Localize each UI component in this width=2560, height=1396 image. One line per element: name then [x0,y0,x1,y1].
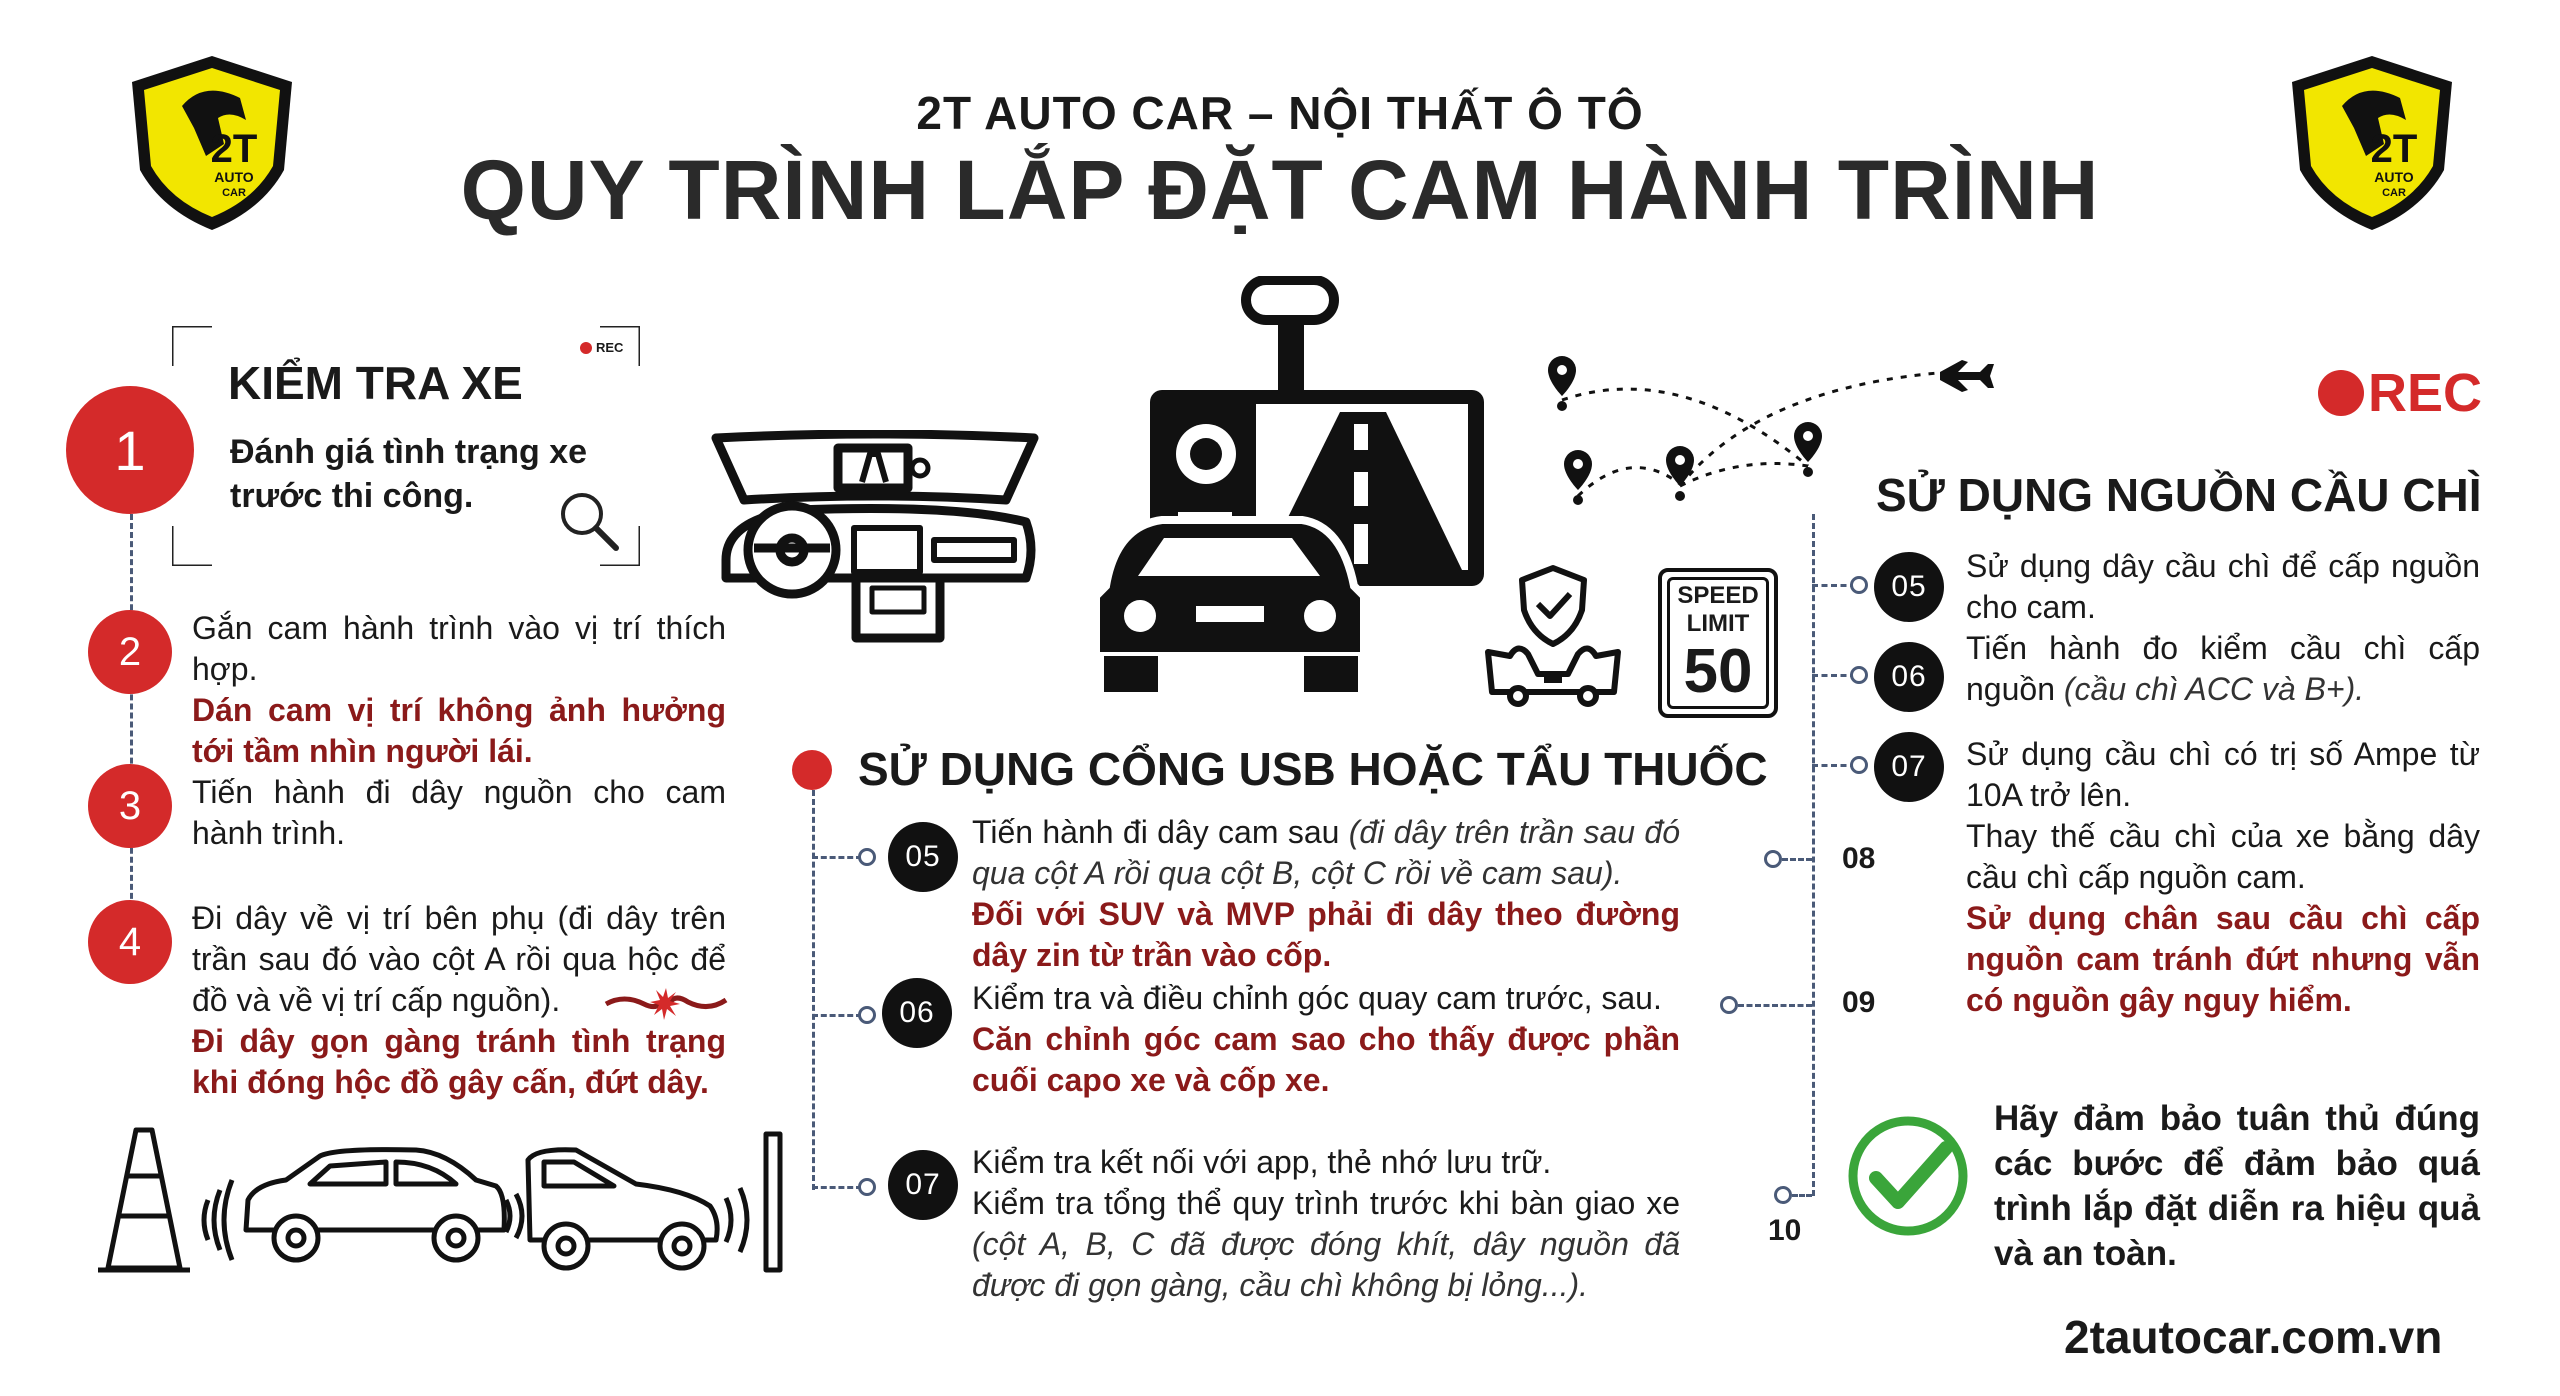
right-node-09 [1720,996,1738,1014]
step4-main: Đi dây về vị trí bên phụ (đi dây trên trần sau đó vào cột A rồi qua hộc để đồ và về vị trí cấp nguồn). [192,900,726,1018]
right-step-06-badge: 06 [1874,642,1944,712]
right-connector-10 [1792,1194,1812,1197]
step4-note: Đi dây gọn gàng tránh tình trạng khi đóng hộc đồ gây cấn, đứt dây. [192,1023,726,1100]
car-interior-icon [706,430,1044,651]
right-step-08-text: Thay thế cầu chì của xe bằng dây cầu chì cấp nguồn cam. [1966,818,2480,895]
checkmark-icon [1846,1114,1970,1243]
right-step-09-note: Sử dụng chân sau cầu chì cấp nguồn cam tránh đứt nhưng vẫn có nguồn gây nguy hiểm. [1966,900,2480,1018]
middle-step-06-badge: 06 [882,978,952,1048]
middle-step-06-note: Căn chỉnh góc cam sao cho thấy được phần cuối capo xe và cốp xe. [972,1021,1680,1098]
right-node-10 [1774,1186,1792,1204]
parking-sensor-illustration [96,1120,796,1285]
middle-node-07 [858,1178,876,1196]
rec-dot-icon [2318,370,2364,416]
right-step-08-num: 08 [1842,842,1876,875]
middle-step-05-italic: (đi dây trên trần sau đó qua cột A rồi qua cột B, cột C rồi về cam sau). [972,814,1681,891]
step2-badge: 2 [88,610,172,694]
right-timeline [1812,514,1815,1196]
speed-sign-value: 50 [1683,637,1753,706]
right-step-07-text: Sử dụng cầu chì có trị số Ampe từ 10A trở lên. [1966,736,2480,813]
final-reminder: Hãy đảm bảo tuân thủ đúng các bước để đảm bảo quá trình lắp đặt diễn ra hiệu quả và an toàn. [1994,1099,2480,1273]
right-node-07 [1850,756,1868,774]
svg-text:AUTO: AUTO [2374,169,2414,185]
fuse-section-title: SỬ DỤNG NGUỒN CẦU CHÌ [1876,469,2482,521]
middle-step-07-line2: Kiểm tra tổng thể quy trình trước khi bàn giao xe [972,1185,1680,1221]
speed-limit-sign [1658,568,1778,718]
middle-timeline [812,790,815,1190]
right-step-10-num: 10 [1768,1214,1802,1247]
middle-connector-05 [812,856,862,859]
middle-step-06-text [972,978,1680,1101]
page-title: QUY TRÌNH LẮP ĐẶT CAM HÀNH TRÌNH [460,143,2100,237]
middle-step-05-note: Đối với SUV và MVP phải đi dây theo đường dây zin từ trần vào cốp. [972,896,1680,973]
middle-section-dot [792,750,832,790]
middle-connector-07 [812,1186,862,1189]
middle-step-05-badge: 05 [888,822,958,892]
step3-text: Tiến hành đi dây nguồn cho cam hành trình. [192,774,726,851]
right-step-05-badge: 05 [1874,552,1944,622]
svg-text:CAR: CAR [222,187,246,199]
right-step-05-text: Sử dụng dây cầu chì để cấp nguồn cho cam. [1966,548,2480,625]
cable-spark-icon [604,982,728,1027]
right-step-07-badge: 07 [1874,732,1944,802]
step2-note: Dán cam vị trí không ảnh hưởng tới tầm nhìn người lái. [192,692,726,769]
right-step-06-text [1966,628,2480,710]
speed-sign-line2: LIMIT [1686,610,1750,637]
middle-node-06 [858,1006,876,1024]
right-node-06 [1850,666,1868,684]
step1-badge: 1 [66,386,194,514]
middle-node-05 [858,848,876,866]
right-connector-09 [1738,1004,1812,1007]
right-connector-08 [1782,858,1812,861]
page-subtitle: 2T AUTO CAR – NỘI THẤT Ô TÔ [916,87,1644,139]
middle-connector-06 [812,1014,862,1017]
svg-text:AUTO: AUTO [214,169,254,185]
right-step-09-num: 09 [1842,986,1876,1019]
middle-step-07-text [972,1142,1680,1306]
middle-step-07-badge: 07 [888,1150,958,1220]
step2-main: Gắn cam hành trình vào vị trí thích hợp. [192,610,726,687]
rec-indicator-small: REC [580,340,623,355]
usb-section-title: SỬ DỤNG CỔNG USB HOẶC TẨU THUỐC [858,743,1768,795]
rec-dot-icon [580,342,592,354]
magnifier-icon [556,488,626,559]
step1-title: KIỂM TRA XE [228,357,523,409]
step2-text [192,608,726,772]
svg-text:CAR: CAR [2382,187,2406,199]
right-step-06-main: Tiến hành đo kiểm cầu chì cấp nguồn [1966,630,2480,707]
step3-badge: 3 [88,764,172,848]
middle-step-05-main: Tiến hành đi dây cam sau [972,814,1340,850]
rec-indicator-large: REC [2318,362,2482,424]
svg-text:2T: 2T [210,127,258,171]
middle-step-07-line1: Kiểm tra kết nối với app, thẻ nhớ lưu trữ. [972,1144,1552,1180]
step1-desc: Đánh giá tình trạng xe trước thi công. [230,433,588,515]
svg-text:2T: 2T [2370,127,2418,171]
middle-step-06-main: Kiểm tra và điều chỉnh góc quay cam trước, sau. [972,980,1662,1016]
right-node-05 [1850,576,1868,594]
car-protection-icon [1478,562,1628,717]
website-url[interactable]: 2tautocar.com.vn [2064,1311,2443,1363]
middle-step-05-text [972,812,1680,976]
step4-badge: 4 [88,900,172,984]
left-timeline [130,514,133,944]
right-node-08 [1764,850,1782,868]
right-step-06-italic: (cầu chì ACC và B+). [2063,671,2365,707]
speed-sign-line1: SPEED [1677,582,1759,609]
dashcam-device-icon [1082,276,1494,701]
middle-step-07-italic: (cột A, B, C đã được đóng khít, dây nguồn đã được đi gọn gàng, cầu chì không bị lỏng...). [972,1226,1680,1303]
